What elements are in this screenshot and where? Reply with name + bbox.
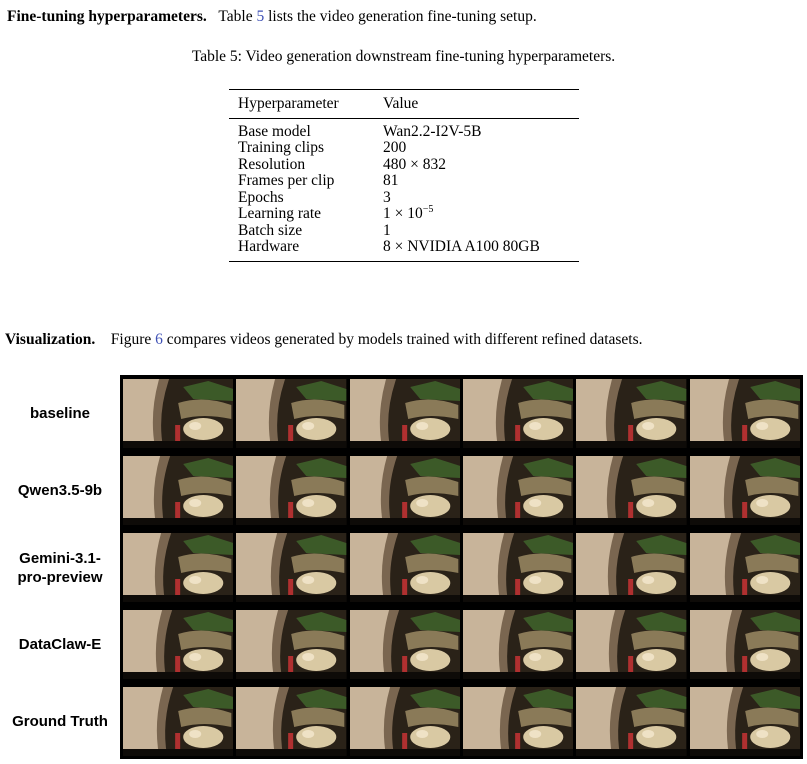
video-frame — [236, 533, 346, 602]
video-frame — [690, 610, 800, 679]
video-frame — [576, 379, 686, 448]
video-frame — [236, 610, 346, 679]
value-cell: 81 — [382, 172, 399, 189]
video-frame — [690, 379, 800, 448]
video-frame — [463, 379, 573, 448]
paragraph-text: Table — [218, 8, 253, 25]
video-frame — [576, 610, 686, 679]
table-row — [229, 173, 579, 190]
paragraph-finetuning — [7, 7, 537, 27]
video-frame — [123, 687, 233, 756]
value-cell — [363, 206, 579, 223]
value-cell: Wan2.2-I2V-5B — [382, 122, 482, 140]
table-header-cell: Hyperparameter — [238, 95, 339, 112]
table-row — [229, 190, 579, 207]
table-caption: Table 5: Video generation downstream fine-tuning hyperparameters. — [191, 48, 616, 65]
param-cell: Epochs — [238, 188, 284, 206]
table-row — [229, 157, 579, 174]
video-frame — [123, 610, 233, 679]
video-frame — [123, 379, 233, 448]
table-ref-link[interactable]: 5 — [256, 8, 265, 25]
param-cell: Learning rate — [238, 205, 322, 222]
frame-grid — [120, 375, 803, 759]
param-cell: Training clips — [238, 139, 324, 156]
video-frame — [350, 610, 460, 679]
table-row — [229, 239, 579, 261]
param-cell: Base model — [238, 122, 311, 140]
table-row — [229, 223, 579, 240]
table-header-cell: Value — [382, 95, 419, 112]
param-cell: Frames per clip — [238, 172, 335, 189]
video-frame — [350, 379, 460, 448]
paragraph-heading: Visualization. — [5, 331, 96, 348]
video-frame — [350, 456, 460, 525]
video-frame — [576, 687, 686, 756]
param-cell: Batch size — [238, 221, 303, 239]
row-label: baseline — [29, 405, 91, 422]
table-row — [229, 206, 579, 223]
video-frame — [236, 456, 346, 525]
video-frame — [123, 456, 233, 525]
figure-ref-link[interactable]: 6 — [155, 331, 163, 348]
video-frame — [690, 533, 800, 602]
paragraph-heading: Fine-tuning hyperparameters. — [7, 8, 207, 25]
paragraph-text: lists the video generation fine-tuning setup. — [268, 8, 537, 25]
row-label: Qwen3.5-9b — [17, 482, 103, 499]
video-frame — [463, 610, 573, 679]
video-frame — [236, 687, 346, 756]
value-cell: 3 — [382, 188, 391, 206]
paragraph-visualization — [5, 330, 643, 350]
video-comparison-figure — [0, 375, 807, 764]
paragraph-text: compares videos generated by models trained with different refined datasets. — [166, 331, 643, 348]
video-frame — [463, 456, 573, 525]
row-label: Ground Truth — [12, 713, 108, 730]
table-header-row — [229, 90, 579, 119]
video-frame — [350, 533, 460, 602]
video-frame — [690, 456, 800, 525]
row-label: Gemini-3.1- pro-preview — [17, 549, 103, 586]
video-frame — [350, 687, 460, 756]
video-frame — [123, 533, 233, 602]
video-frame — [576, 533, 686, 602]
value-exponent: −5 — [422, 204, 434, 215]
table-row — [229, 118, 579, 140]
hyperparameter-table — [229, 89, 579, 262]
video-frame — [463, 687, 573, 756]
value-cell: 480 × 832 — [382, 155, 446, 173]
paragraph-text: Figure — [110, 331, 152, 348]
value-cell: 1 — [382, 221, 391, 239]
param-cell: Hardware — [238, 238, 300, 255]
table-row — [229, 140, 579, 157]
value-cell: 8 × NVIDIA A100 80GB — [382, 238, 540, 255]
video-frame — [236, 379, 346, 448]
value-cell: 200 — [382, 139, 407, 156]
value-base: 1 × 10 — [382, 205, 423, 222]
row-label: DataClaw-E — [18, 636, 102, 653]
video-frame — [690, 687, 800, 756]
video-frame — [463, 533, 573, 602]
video-frame — [576, 456, 686, 525]
param-cell: Resolution — [238, 155, 306, 173]
